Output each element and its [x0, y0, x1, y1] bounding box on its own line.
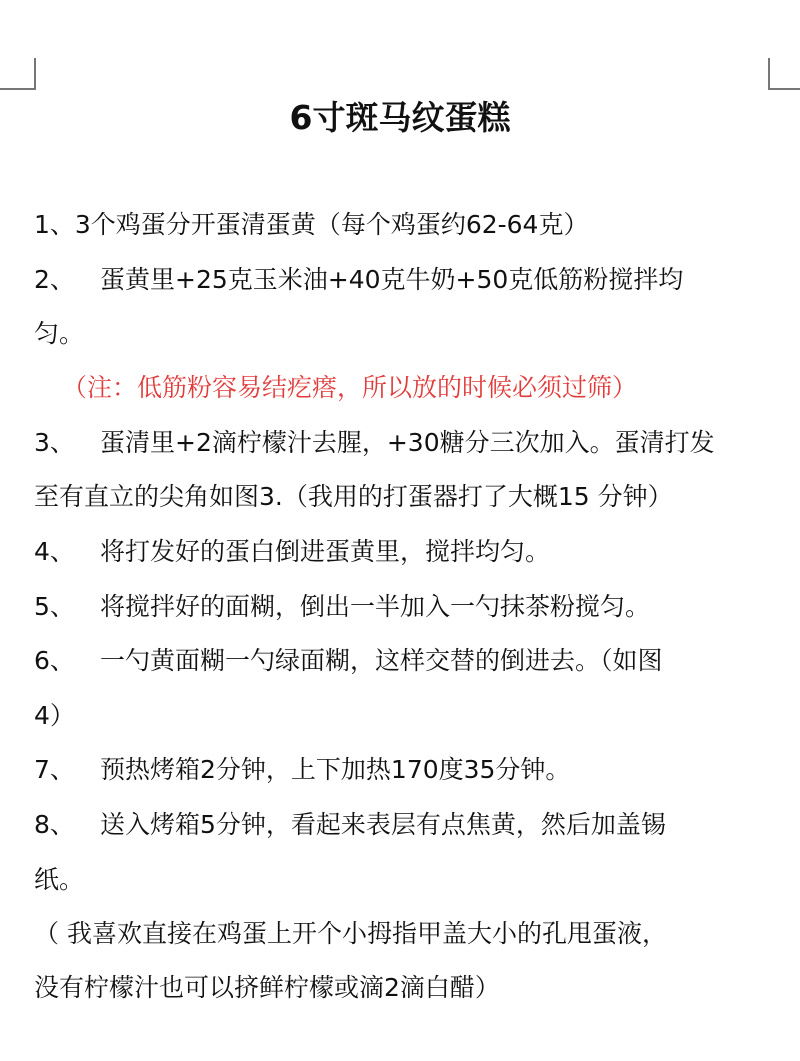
step-text: 蛋黄里+25克玉米油+40克牛奶+50克低筋粉搅拌均: [100, 265, 684, 294]
step-3-continued: 至有直立的尖角如图3.（我用的打蛋器打了大概15 分钟）: [34, 482, 673, 511]
step-2: [34, 260, 770, 300]
step-8-continued: 纸。: [34, 865, 85, 894]
step-4: [34, 532, 770, 572]
step-6-continued: 4）: [34, 701, 75, 730]
step-1: 1、3个鸡蛋分开蛋清蛋黄（每个鸡蛋约62-64克）: [34, 210, 589, 239]
page-corner-mark-right: [768, 58, 800, 90]
step-5: [34, 587, 770, 627]
step-text: 预热烤箱2分钟，上下加热170度35分钟。: [100, 755, 571, 784]
step-number: 4、: [34, 537, 75, 566]
step-number: 6、: [34, 646, 75, 675]
tip-line-2: 没有柠檬汁也可以挤鲜柠檬或滴2滴白醋）: [34, 973, 500, 1002]
step-number: 5、: [34, 592, 75, 621]
step-text: 将搅拌好的面糊，倒出一半加入一勺抹茶粉搅匀。: [100, 592, 651, 621]
step-text: 将打发好的蛋白倒进蛋黄里，搅拌均匀。: [100, 537, 551, 566]
step-text: 蛋清里+2滴柠檬汁去腥，+30糖分三次加入。蛋清打发: [100, 428, 715, 457]
step-text: 一勺黄面糊一勺绿面糊，这样交替的倒进去。（如图: [100, 646, 663, 675]
step-number: 8、: [34, 810, 75, 839]
step-text: 送入烤箱5分钟，看起来表层有点焦黄，然后加盖锡: [100, 810, 666, 839]
step-6: [34, 641, 770, 681]
page-title: 6寸斑马纹蛋糕: [289, 98, 511, 137]
step-7: [34, 750, 770, 790]
step-3: [34, 423, 770, 463]
tip-line-1: （ 我喜欢直接在鸡蛋上开个小拇指甲盖大小的孔甩蛋液，: [34, 919, 667, 948]
step-2-continued: 匀。: [34, 319, 85, 348]
step-8: [34, 805, 770, 845]
step-number: 7、: [34, 755, 75, 784]
step-number: 3、: [34, 428, 75, 457]
step-number: 2、: [34, 265, 75, 294]
page-corner-mark-left: [0, 58, 36, 90]
sieve-note: （注：低筋粉容易结疙瘩，所以放的时候必须过筛）: [62, 373, 638, 402]
